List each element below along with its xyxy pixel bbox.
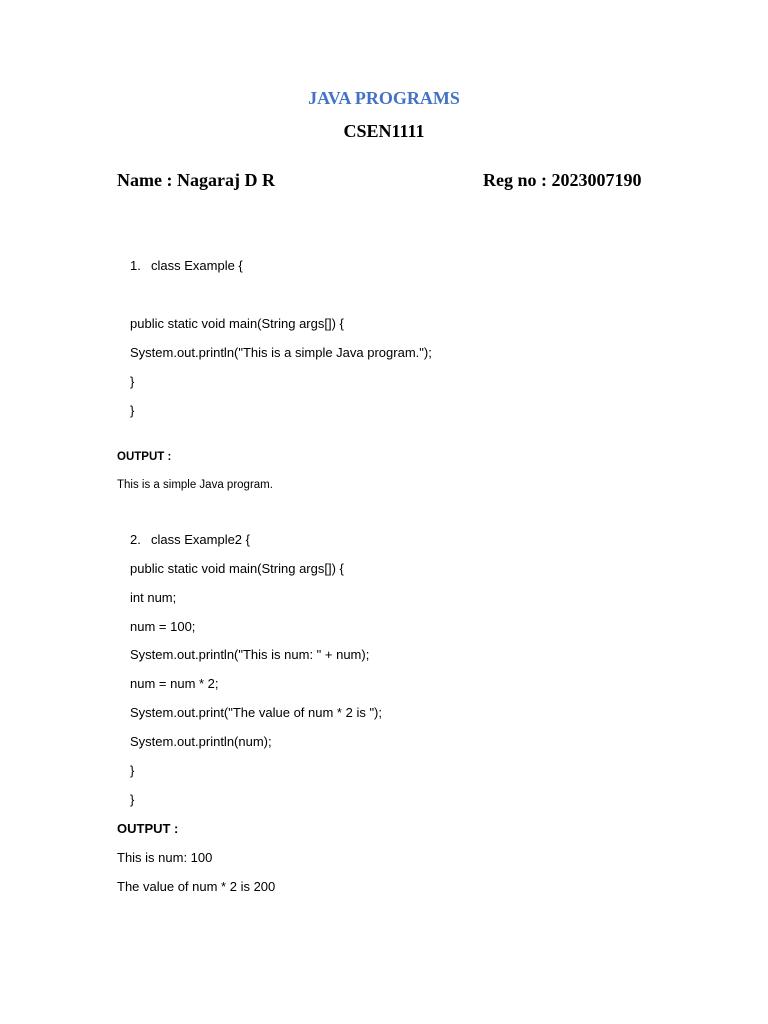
code-line: } [130,374,135,389]
code-line: int num; [130,590,177,605]
program-2-number: 2. [130,532,141,547]
output-line: This is num: 100 [117,850,213,865]
program-1-number: 1. [130,258,141,273]
code-line: System.out.println("This is num: " + num); [130,647,370,662]
code-line: num = num * 2; [130,676,219,691]
code-line: public static void main(String args[]) { [130,561,344,576]
program-2-heading [130,532,250,548]
code-line: public static void main(String args[]) { [130,316,344,331]
code-line: System.out.print("The value of num * 2 is "); [130,705,382,720]
program-1-first-line: class Example { [151,258,243,273]
student-name: Name : Nagaraj D R [117,170,275,190]
code-line: System.out.println(num); [130,734,272,749]
code-line: } [130,763,135,778]
program-2-first-line: class Example2 { [151,532,250,547]
code-line: } [130,792,135,807]
program-1-heading [130,258,243,274]
code-line: num = 100; [130,619,196,634]
code-line: System.out.println("This is a simple Java program."); [130,345,432,360]
output-label: OUTPUT : [117,451,172,463]
output-line: The value of num * 2 is 200 [117,879,276,894]
document-title: JAVA PROGRAMS [308,88,460,108]
course-code: CSEN1111 [343,121,425,141]
registration-number: Reg no : 2023007190 [483,170,642,190]
output-label: OUTPUT : [117,821,179,836]
output-line: This is a simple Java program. [117,479,273,491]
code-line: } [130,403,135,418]
